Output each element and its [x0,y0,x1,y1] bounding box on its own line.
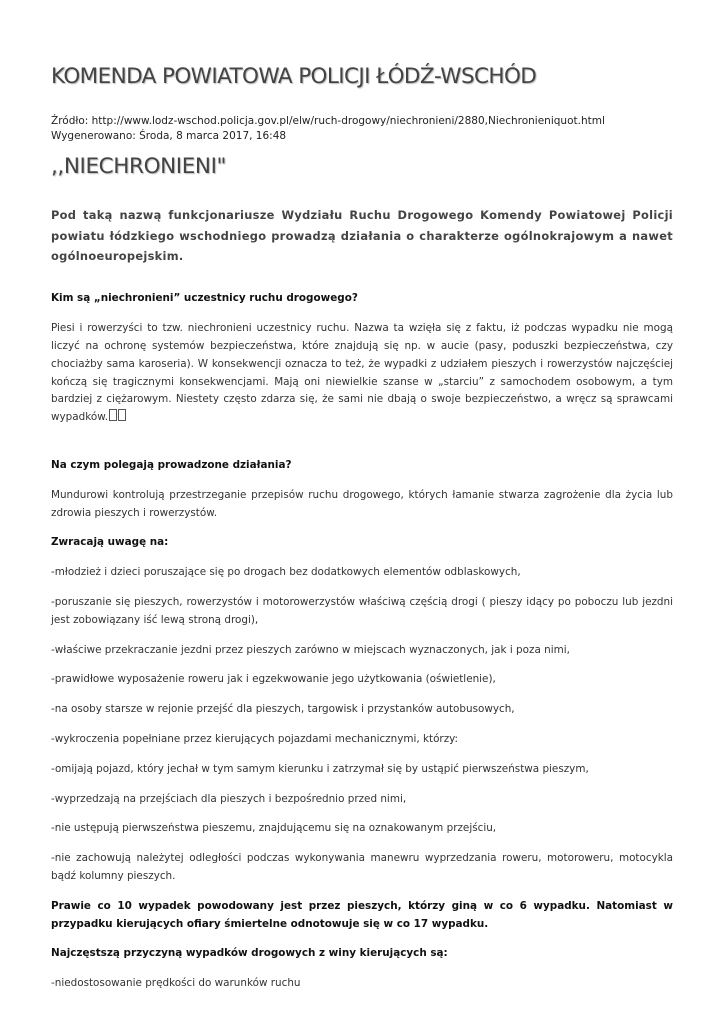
list-item: -wykroczenia popełniane przez kierujących pojazdami mechanicznymi, którzy: [51,733,459,746]
list-item: -omijają pojazd, który jechał w tym samym kierunku i zatrzymał się by ustąpić pierwszeństwa pieszym, [51,762,589,775]
article-title: ,,NIECHRONIENI" [51,154,227,179]
article-lead: Pod taką nazwą funkcjonariusze Wydziału Ruchu Drogowego Komendy Powiatowej Policji powiatu łódzkiego wschodniego prowadzą działania o charakterze ogólnokrajowym a nawet ogólnoeuropejskim. [51,208,673,263]
question-heading-1: Kim są „niechronieni” uczestnicy ruchu drogowego? [51,291,358,304]
list-item: -niedostosowanie prędkości do warunków ruchu [51,977,301,990]
missing-glyph-icon [109,409,117,421]
paragraph-2: Mundurowi kontrolują przestrzeganie przepisów ruchu drogowego, których łamanie stwarza zagrożenie dla życia lub zdrowia pieszych i rowerzystów. [51,488,673,519]
article-body [51,205,673,993]
list-item: -wyprzedzają na przejściach dla pieszych i bezpośrednio przed nimi, [51,792,407,805]
statistics-paragraph: Prawie co 10 wypadek powodowany jest przez pieszych, którzy giną w co 6 wypadku. Natomiast w przypadku kierujących ofiary śmiertelne odnotowuje się w co 17 wypadku. [51,899,673,930]
paragraph-1-text: Piesi i rowerzyści to tzw. niechronieni uczestnicy ruchu. Nazwa ta wzięła się z faktu, iż podczas wypadku nie mogą liczyć na ochronę systemów bezpieczeństwa, które znajdują się np. w aucie (pasy, poduszki bezpieczeństwa, czy chociażby sama karoseria). W konsekwencji oznacza to też, że wypadki z udziałem pieszych i rowerzystów najczęściej kończą się tragicznymi konsekwencjami. Mają oni niewielkie szanse w „starciu” z samochodem osobowym, a tym bardziej z ciężarowym. Niestety często zdarza się, że sami nie dbają o swoje bezpieczeństwo, a wręcz są sprawcami wypadków. [51,322,673,424]
source-line: Źródło: http://www.lodz-wschod.policja.gov.pl/elw/ruch-drogowy/niechronieni/2880,Niechronieniquot.html [51,115,605,127]
site-title: KOMENDA POWIATOWA POLICJI ŁÓDŹ-WSCHÓD [51,64,537,89]
question-heading-4: Najczęstszą przyczyną wypadków drogowych z winy kierujących są: [51,947,448,960]
paragraph-1 [51,320,673,427]
list-item: -nie ustępują pierwszeństwa pieszemu, znajdującemu się na oznakowanym przejściu, [51,822,497,835]
question-heading-3: Zwracają uwagę na: [51,536,169,549]
missing-glyph-icon [118,409,126,421]
list-item: -poruszanie się pieszych, rowerzystów i motorowerzystów właściwą częścią drogi ( pieszy idący po poboczu lub jezdni jest zobowiązany iść lewą stroną drogi), [51,596,673,626]
list-item: -nie zachowują należytej odległości podczas wykonywania manewru wyprzedzania roweru, motoroweru, motocykla bądź kolumny pieszych. [51,852,673,883]
generated-line: Wygenerowano: Środa, 8 marca 2017, 16:48 [51,130,287,142]
list-item: -młodzież i dzieci poruszające się po drogach bez dodatkowych elementów odblaskowych, [51,566,521,579]
question-heading-2: Na czym polegają prowadzone działania? [51,459,292,472]
list-item: -właściwe przekraczanie jezdni przez pieszych zarówno w miejscach wyznaczonych, jak i poza nimi, [51,643,570,656]
list-item: -prawidłowe wyposażenie roweru jak i egzekwowanie jego użytkowania (oświetlenie), [51,673,496,686]
list-item: -na osoby starsze w rejonie przejść dla pieszych, targowisk i przystanków autobusowych, [51,703,515,716]
